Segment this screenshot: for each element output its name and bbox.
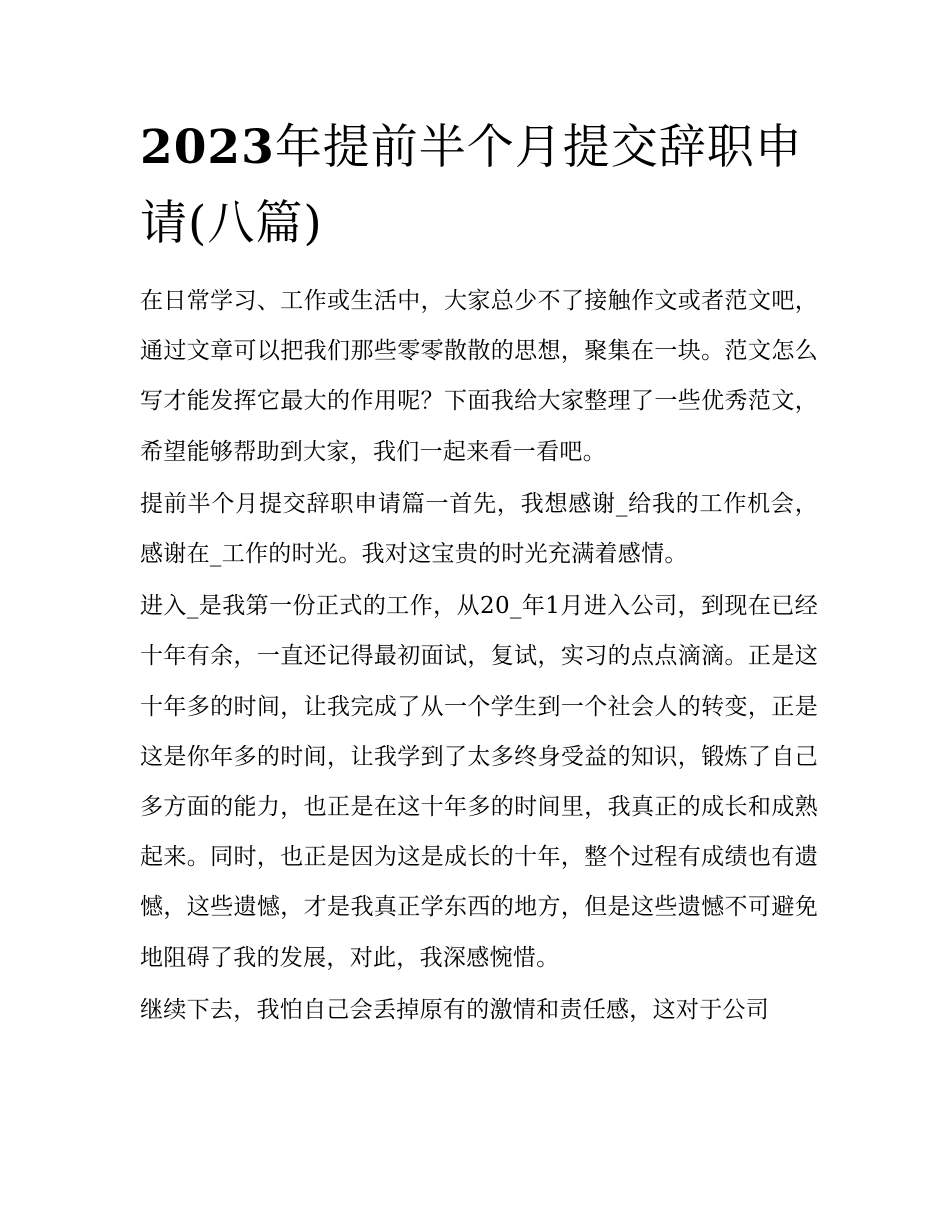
document-body	[140, 276, 818, 1037]
document-title	[140, 110, 820, 262]
paragraph-experience: 进入_是我第一份正式的工作，从20_年1月进入公司，到现在已经十年有余，一直还记得最初面试，复试，实习的点点滴滴。正是这十年多的时间，让我完成了从一个学生到一个社会人的转变，正是这是你年多的时间，让我学到了太多终身受益的知识，锻炼了自己多方面的能力，也正是在这十年多的时间里，我真正的成长和成熟起来。同时，也正是因为这是成长的十年，整个过程有成绩也有遗憾，这些遗憾，才是我真正学东西的地方，但是这些遗憾不可避免地阻碍了我的发展，对此，我深感惋惜。	[140, 593, 818, 971]
intro-paragraph: 在日常学习、工作或生活中，大家总少不了接触作文或者范文吧，通过文章可以把我们那些零零散散的思想，聚集在一块。范文怎么写才能发挥它最大的作用呢？下面我给大家整理了一些优秀范文，希望能够帮助到大家，我们一起来看一看吧。	[140, 288, 818, 465]
title-text: 年提前半个月提交辞职申请(八篇)	[140, 120, 803, 251]
paragraph-opening: 提前半个月提交辞职申请篇一首先，我想感谢_给我的工作机会，感谢在_工作的时光。我对这宝贵的时光充满着感情。	[140, 490, 818, 568]
paragraph-continue: 继续下去，我怕自己会丢掉原有的激情和责任感，这对于公司	[140, 996, 770, 1023]
title-year: 2023	[140, 120, 275, 175]
